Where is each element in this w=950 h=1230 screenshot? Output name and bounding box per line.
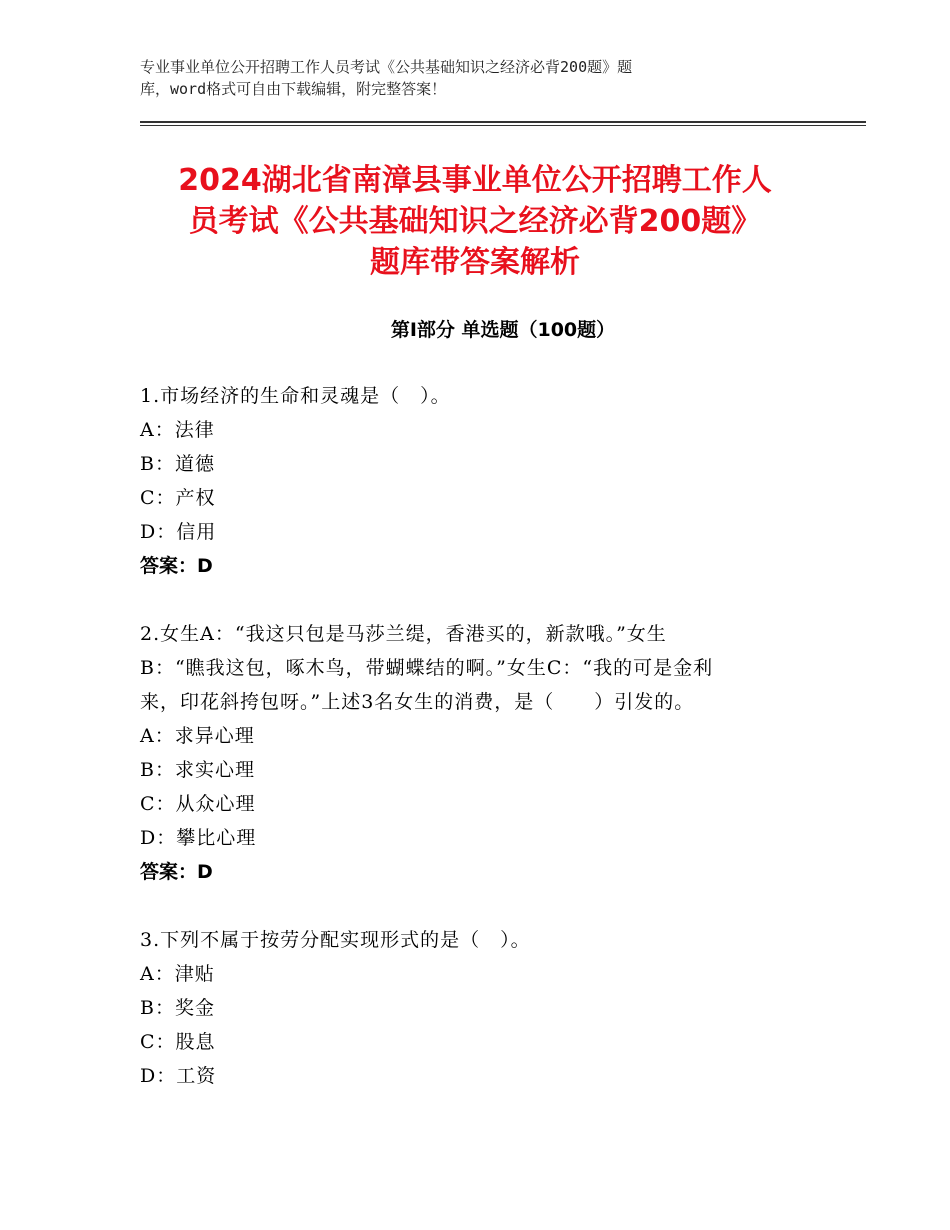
- option-b: B：道德: [140, 453, 215, 475]
- option-a: A：津贴: [140, 963, 215, 985]
- question-list: [140, 379, 810, 1127]
- header-note-line: 专业事业单位公开招聘工作人员考试《公共基础知识之经济必背200题》题: [140, 58, 633, 76]
- option-d: D：信用: [140, 521, 217, 543]
- document-title: [130, 160, 820, 283]
- question-stem-line: 3.下列不属于按劳分配实现形式的是（ ）。: [140, 929, 531, 951]
- option-c: C：产权: [140, 487, 216, 509]
- answer: 答案：D: [140, 555, 213, 577]
- question-1: [140, 379, 810, 583]
- question-stem-line: 1.市场经济的生命和灵魂是（ ）。: [140, 385, 451, 407]
- section-title: 第Ⅰ部分 单选题（100题）: [390, 319, 616, 341]
- option-c: C：从众心理: [140, 793, 256, 815]
- question-2: [140, 617, 810, 889]
- title-line: 题库带答案解析: [370, 245, 580, 280]
- header-divider-thick: [140, 121, 866, 123]
- title-line: 2024湖北省南漳县事业单位公开招聘工作人: [178, 163, 772, 198]
- option-d: D：攀比心理: [140, 827, 257, 849]
- option-b: B：奖金: [140, 997, 215, 1019]
- header-note: [140, 56, 780, 100]
- question-stem-line: B：“瞧我这包，啄木鸟，带蝴蝶结的啊。”女生C：“我的可是金利: [140, 657, 714, 679]
- header-divider-thin: [140, 125, 866, 126]
- option-a: A：法律: [140, 419, 215, 441]
- question-stem: [140, 617, 810, 719]
- option-b: B：求实心理: [140, 759, 255, 781]
- question-stem: [140, 379, 810, 413]
- header-note-line: 库，word格式可自由下载编辑，附完整答案！: [140, 80, 447, 98]
- option-a: A：求异心理: [140, 725, 255, 747]
- title-line: 员考试《公共基础知识之经济必背200题》: [188, 204, 762, 239]
- option-d: D：工资: [140, 1065, 217, 1087]
- question-3: [140, 923, 810, 1093]
- answer: 答案：D: [140, 861, 213, 883]
- option-c: C：股息: [140, 1031, 216, 1053]
- question-stem-line: 2.女生A：“我这只包是马莎兰缇，香港买的，新款哦。”女生: [140, 623, 667, 645]
- question-stem-line: 来，印花斜挎包呀。”上述3名女生的消费，是（ ）引发的。: [140, 691, 695, 713]
- question-stem: [140, 923, 810, 957]
